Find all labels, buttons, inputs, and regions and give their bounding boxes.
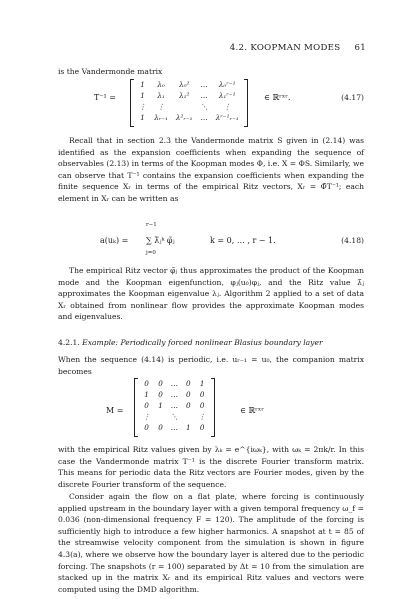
eq-418-lhs: a(uₖ) = (100, 236, 129, 245)
running-header (230, 43, 366, 53)
eq-418-number: (4.18) (341, 236, 364, 245)
eq-417-rhs: ∈ ℝʳˣʳ. (264, 93, 291, 102)
eq-417-lhs: T⁻¹ = (94, 93, 117, 102)
companion-cell: 0 (199, 390, 205, 399)
vandermonde-cell: λ₀² (179, 80, 190, 89)
vandermonde-cell: … (200, 80, 208, 89)
eq-m-lhs: M = (106, 406, 124, 415)
vandermonde-cell: λ²ᵣ₋₁ (175, 113, 193, 122)
vandermonde-cell: ⋮ (139, 102, 147, 111)
vandermonde-cell: λ₁ʳ⁻¹ (218, 91, 236, 100)
vandermonde-cell: 1 (140, 113, 145, 122)
vandermonde-table (135, 79, 243, 123)
vandermonde-cell: λᵣ₋₁ (154, 113, 168, 122)
subsection-heading (58, 338, 323, 347)
eq-418-range: k = 0, … , r − 1. (210, 236, 276, 245)
vandermonde-bracket-right (244, 79, 248, 127)
companion-cell: ⋱ (170, 412, 178, 421)
companion-cell: 0 (144, 423, 149, 432)
vandermonde-cell: ⋱ (200, 102, 208, 111)
subsection-title: Example: Periodically forced nonlinear Blasius boundary layer (82, 338, 323, 347)
vandermonde-cell: λʳ⁻¹ᵣ₋₁ (215, 113, 239, 122)
vandermonde-matrix (130, 79, 248, 123)
vandermonde-cell: 1 (140, 80, 145, 89)
companion-cell: 0 (158, 423, 163, 432)
companion-cell: 1 (185, 423, 191, 432)
companion-cell: 1 (144, 390, 149, 399)
companion-matrix (134, 378, 215, 433)
companion-cell: … (170, 423, 178, 432)
companion-cell: 0 (199, 401, 205, 410)
companion-cell: … (170, 390, 178, 399)
companion-cell: … (170, 379, 178, 388)
vandermonde-cell: λ₀ (157, 80, 165, 89)
vandermonde-cell: λ₁ (157, 91, 165, 100)
vandermonde-cell: λ₁² (179, 91, 190, 100)
companion-cell: 0 (199, 423, 205, 432)
page-number: 61 (354, 43, 366, 53)
vandermonde-cell: 1 (140, 91, 145, 100)
vandermonde-cell: ⋮ (223, 102, 231, 111)
companion-cell (182, 411, 195, 422)
vandermonde-cell: λ₀ʳ⁻¹ (218, 80, 236, 89)
companion-bracket-right (211, 378, 215, 437)
paragraph-4: with the empirical Ritz values given by λₖ = e^{iωₖ}, with ωₖ = 2πk/r. In this case the Vandermonde matrix T⁻¹ is the discrete Fourier transform matrix. This means for periodic data the Ritz vectors are Fourier modes, given by the discrete Fourier transform of the sequence. (58, 445, 364, 489)
companion-cell: 0 (158, 390, 163, 399)
companion-cell: 0 (185, 379, 191, 388)
companion-cell: … (170, 401, 178, 410)
companion-cell: 1 (199, 379, 205, 388)
companion-cell: 0 (144, 401, 149, 410)
intro-line: is the Vandermonde matrix (58, 67, 163, 76)
vandermonde-cell: … (200, 113, 208, 122)
eq-418-sum-bottom: j=0 (146, 250, 156, 256)
companion-cell: ⋮ (143, 412, 151, 421)
companion-cell: 0 (185, 390, 191, 399)
companion-cell: 0 (158, 379, 163, 388)
header-section: 4.2. KOOPMAN MODES (229, 43, 341, 53)
companion-cell: 0 (144, 379, 149, 388)
vandermonde-bracket-left (130, 79, 134, 127)
companion-cell (154, 411, 167, 422)
vandermonde-cell: ⋮ (157, 102, 165, 111)
eq-m-rhs: ∈ ℝʳˣʳ (240, 406, 265, 415)
vandermonde-cell (172, 101, 197, 112)
paragraph-5: Consider again the flow on a flat plate, where forcing is continuously applied upstream in the boundary layer with a given temporal frequency ω_f = 0.036 (non-dimensional frequency F = 120). The amplitude of the forcing is sufficiently high to introduce a few higher harmonics. A snapshot at t = 85 of the streamwise velocity component from the simulation is shown in figure 4.3(a), where we observe how the boundary layer is altered due to the periodic forcing. The snapshots (r = 100) separated by Δt = 10 from the simulation are stacked up in the matrix Xᵣ and its empirical Ritz values and vectors were computed using the DMD algorithm. (58, 492, 364, 594)
eq-418-sum-top: r−1 (146, 222, 157, 228)
subsection-number: 4.2.1. (58, 338, 80, 347)
companion-table (139, 378, 210, 433)
eq-418-sum: ∑ λ̃ⱼᵏ φ̃ⱼ (146, 236, 175, 245)
paragraph-3: When the sequence (4.14) is periodic, i.e. uᵣ₋₁ = u₀, the companion matrix becomes (58, 355, 364, 376)
companion-bracket-left (134, 378, 138, 437)
companion-cell: ⋮ (198, 412, 206, 421)
eq-417-number: (4.17) (341, 93, 364, 102)
vandermonde-cell: … (200, 91, 208, 100)
companion-cell: 1 (158, 401, 163, 410)
paragraph-1: Recall that in section 2.3 the Vandermonde matrix S given in (2.14) was identified as the expansion coefficients when expanding the sequence of observables (2.13) in terms of the Koopman modes Φ, i.e. X = ΦS. Similarly, we can observe that T⁻¹ contains the expansion coefficients when expanding the finite sequence Xᵣ in terms of the empirical Ritz vectors, Xᵣ = Φ̃T⁻¹; each element in Xᵣ can be written as (58, 136, 364, 203)
paragraph-2: The empirical Ritz vector φ̃ⱼ thus approximates the product of the Koopman mode and the Koopman eigenfunction, φⱼ(u₀)φⱼ, and the Ritz value λ̃ⱼ approximates the Koopman eigenvalue λⱼ. Algorithm 2 applied to a set of data Xᵣ obtained from nonlinear flow provides the approximate Koopman modes and eigenvalues. (58, 266, 364, 322)
companion-cell: 0 (185, 401, 191, 410)
